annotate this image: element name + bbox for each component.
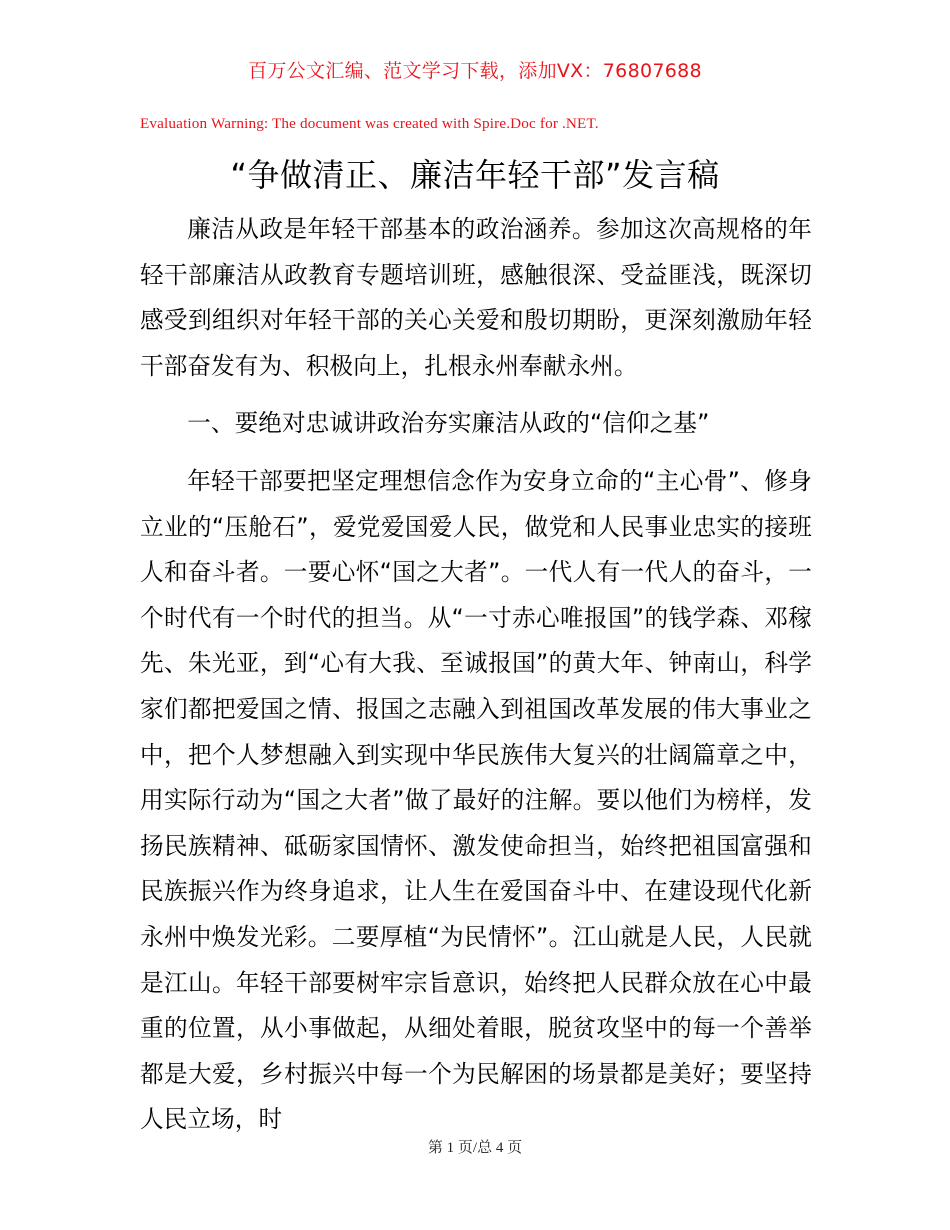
section-heading-1: 一、要绝对忠诚讲政治夯实廉洁从政的“信仰之基” [187,409,710,438]
paragraph-section-1: 年轻干部要把坚定理想信念作为安身立命的“主心骨”、修身立业的“压舱石”，爱党爱国爱人民，做党和人民事业忠实的接班人和奋斗者。一要心怀“国之大者”。一代人有一代人的奋斗，一个时代有一个时代的担当。从“一寸赤心唯报国”的钱学森、邓稼先、朱光亚，到“心有大我、至诚报国”的黄大年、钟南山，科学家们都把爱国之情、报国之志融入到祖国改革发展的伟大事业之中，把个人梦想融入到实现中华民族伟大复兴的壮阔篇章之中，用实际行动为“国之大者”做了最好的注解。要以他们为榜样，发扬民族精神、砥砺家国情怀、激发使命担当，始终把祖国富强和民族振兴作为终身追求，让人生在爱国奋斗中、在建设现代化新永州中焕发光彩。二要厚植“为民情怀”。江山就是人民，人民就是江山。年轻干部要树牢宗旨意识，始终把人民群众放在心中最重的位置，从小事做起，从细处着眼，脱贫攻坚中的每一个善举都是大爱，乡村振兴中每一个为民解困的场景都是美好；要坚持人民立场，时 [140,466,812,1134]
document-body [140,207,812,1143]
document-title: “争做清正、廉洁年轻干部”发言稿 [230,156,720,194]
header-banner: 百万公文汇编、范文学习下载，添加VX：76807688 [248,60,702,82]
evaluation-warning: Evaluation Warning: The document was created with Spire.Doc for .NET. [140,115,599,132]
paragraph-intro: 廉洁从政是年轻干部基本的政治涵养。参加这次高规格的年轻干部廉洁从政教育专题培训班，感触很深、受益匪浅，既深切感受到组织对年轻干部的关心关爱和殷切期盼，更深刻激励年轻干部奋发有为、积极向上，扎根永州奉献永州。 [140,215,812,380]
page-footer: 第 1 页/总 4 页 [427,1140,523,1156]
